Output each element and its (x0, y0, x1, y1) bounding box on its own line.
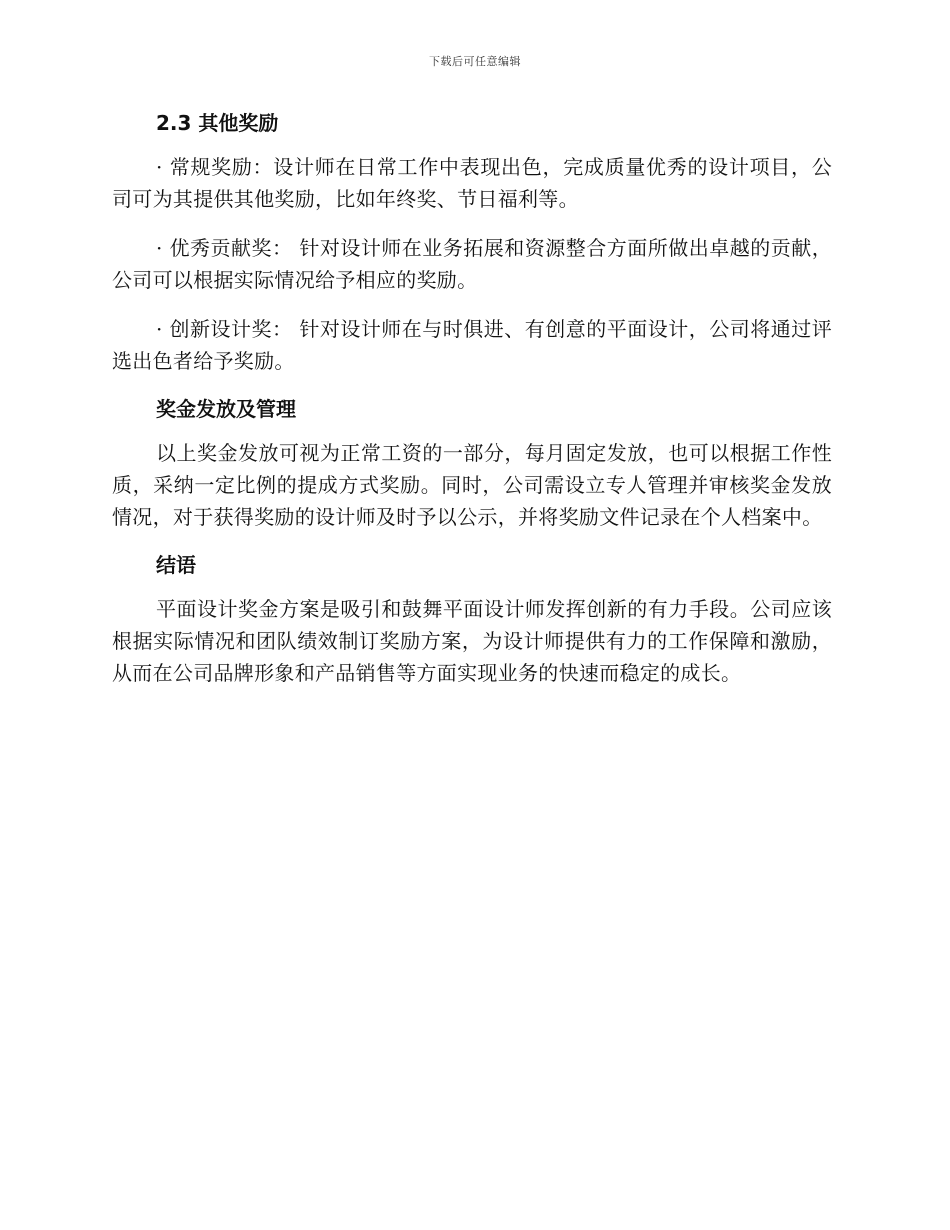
paragraph-regular-reward: · 常规奖励：设计师在日常工作中表现出色，完成质量优秀的设计项目，公司可为其提供其他奖励，比如年终奖、节日福利等。 (112, 155, 832, 211)
page-header-note: 下载后可任意编辑 (429, 55, 521, 68)
paragraph-innovation-reward: · 创新设计奖： 针对设计师在与时俱进、有创意的平面设计，公司将通过评选出色者给予奖励。 (112, 317, 832, 373)
paragraph-conclusion: 平面设计奖金方案是吸引和鼓舞平面设计师发挥创新的有力手段。公司应该根据实际情况和团队绩效制订奖励方案，为设计师提供有力的工作保障和激励，从而在公司品牌形象和产品销售等方面实现业务的快速而稳定的成长。 (112, 597, 832, 685)
section-heading-bonus-management: 奖金发放及管理 (156, 397, 296, 421)
paragraph-contribution-reward: · 优秀贡献奖： 针对设计师在业务拓展和资源整合方面所做出卓越的贡献，公司可以根据实际情况给予相应的奖励。 (112, 236, 832, 292)
section-heading-conclusion: 结语 (156, 553, 196, 577)
paragraph-bonus-management: 以上奖金发放可视为正常工资的一部分，每月固定发放，也可以根据工作性质，采纳一定比例的提成方式奖励。同时，公司需设立专人管理并审核奖金发放情况，对于获得奖励的设计师及时予以公示，并将奖励文件记录在个人档案中。 (112, 441, 832, 529)
document-body (112, 108, 832, 706)
section-heading-other-rewards: 2.3 其他奖励 (156, 111, 279, 135)
